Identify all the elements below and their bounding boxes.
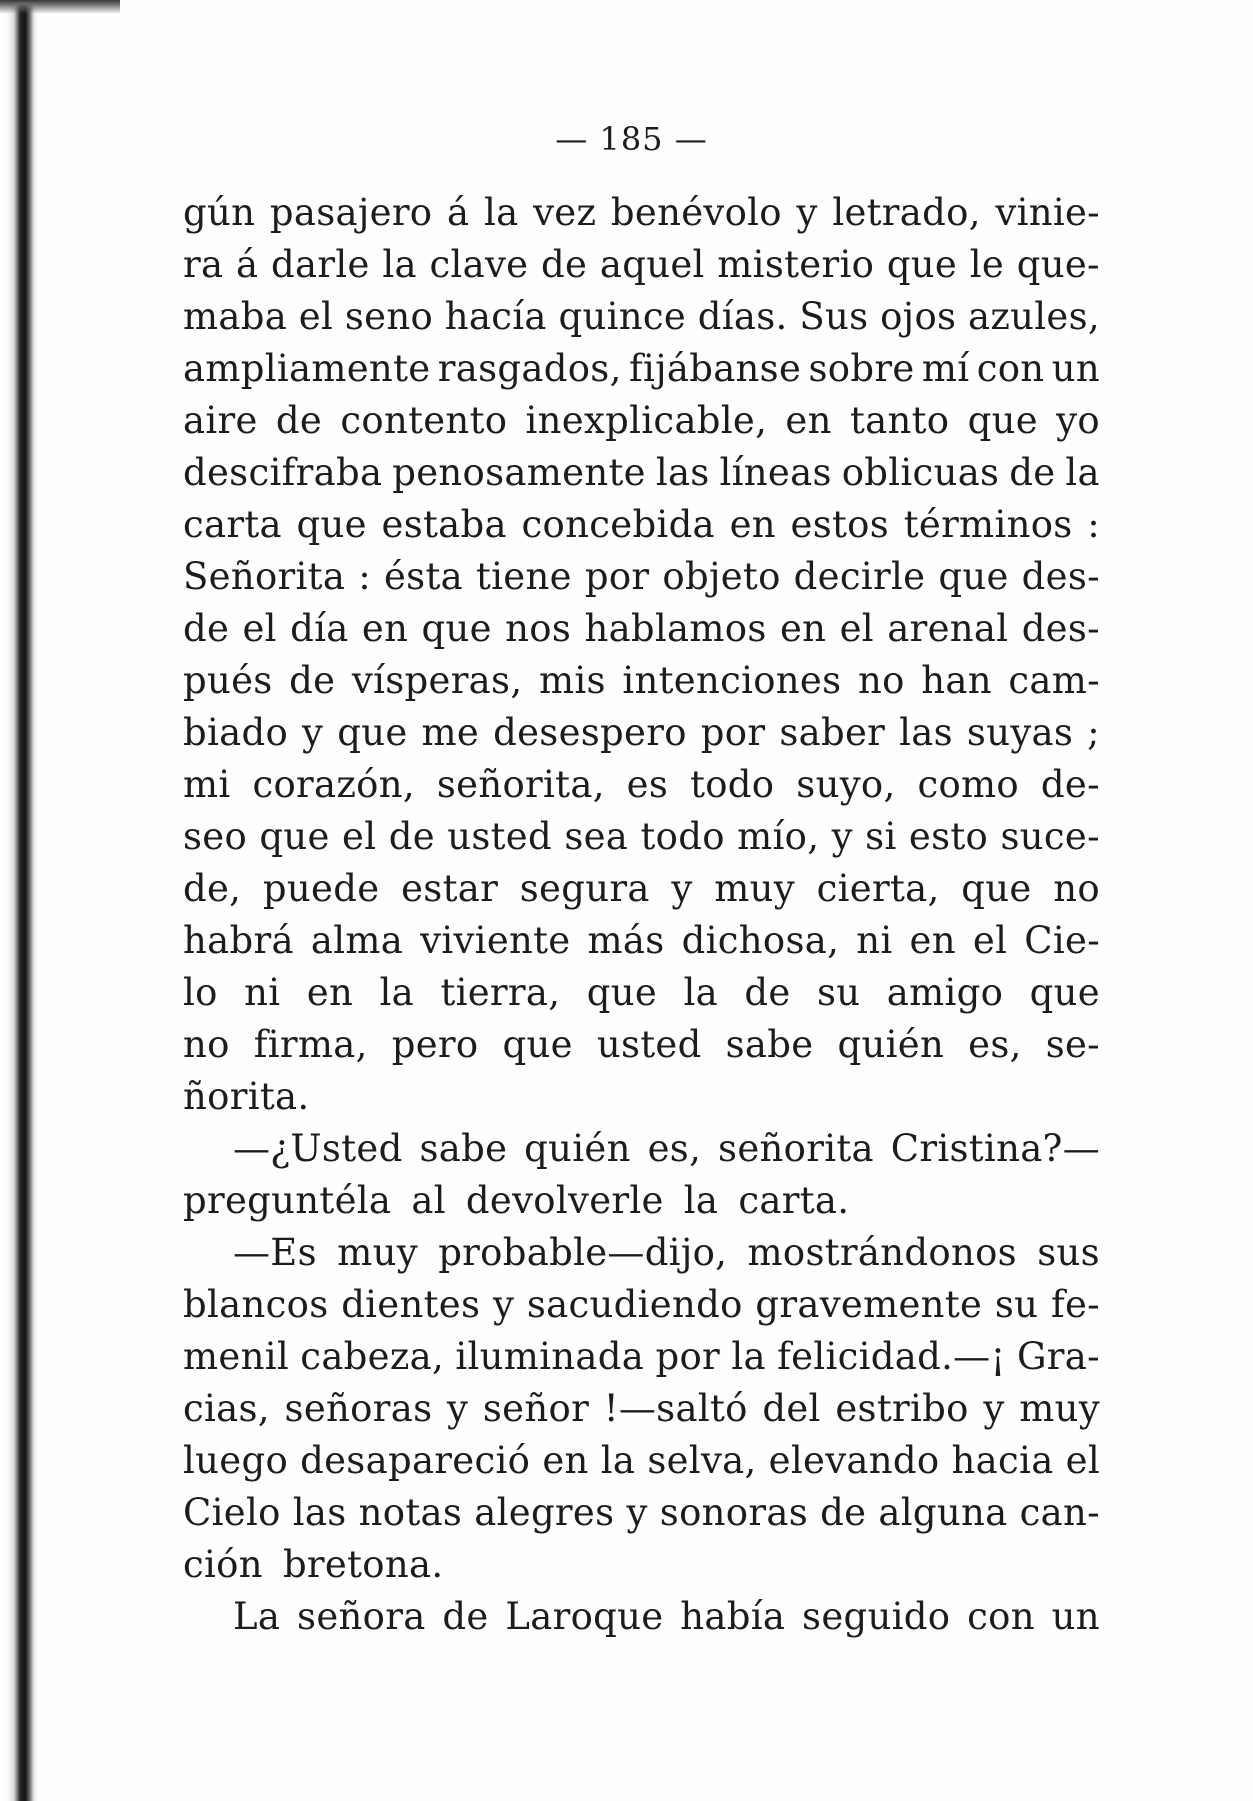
book-spine-shadow — [0, 0, 38, 1801]
text-line: biado y que me desespero por saber las suyas ; — [183, 711, 1100, 754]
text-line: ra á darle la clave de aquel misterio que le que- — [183, 243, 1100, 286]
text-line: Cielo las notas alegres y sonoras de alguna can- — [183, 1491, 1100, 1534]
text-line: carta que estaba concebida en estos términos : — [183, 503, 1100, 546]
page-number: — 185 — — [555, 120, 708, 158]
text-line: habrá alma viviente más dichosa, ni en el Cie- — [183, 919, 1100, 962]
text-line: pués de vísperas, mis intenciones no han cam- — [183, 659, 1100, 702]
text-line: menil cabeza, iluminada por la felicidad.—¡ Gra- — [183, 1335, 1100, 1378]
text-line: de, puede estar segura y muy cierta, que no — [183, 867, 1100, 910]
text-line: —¿Usted sabe quién es, señorita Cristina?— — [233, 1127, 1100, 1170]
text-line: maba el seno hacía quince días. Sus ojos azules, — [183, 295, 1100, 338]
text-line: seo que el de usted sea todo mío, y si esto suce- — [183, 815, 1100, 858]
text-line: descifraba penosamente las líneas oblicuas de la — [183, 451, 1100, 494]
text-line: preguntéla al devolverle la carta. — [183, 1179, 850, 1222]
text-line: no firma, pero que usted sabe quién es, se- — [183, 1023, 1100, 1066]
text-line: de el día en que nos hablamos en el arenal des- — [183, 607, 1100, 650]
text-line: —Es muy probable—dijo, mostrándonos sus — [233, 1231, 1100, 1274]
text-line: ñorita. — [183, 1075, 310, 1118]
text-line: luego desapareció en la selva, elevando hacia el — [183, 1439, 1100, 1482]
text-line: ampliamente rasgados, fijábanse sobre mí con un — [183, 347, 1100, 390]
text-line: Señorita : ésta tiene por objeto decirle que des- — [183, 555, 1100, 598]
text-line: ción bretona. — [183, 1543, 444, 1586]
text-line: lo ni en la tierra, que la de su amigo que — [183, 971, 1100, 1014]
text-line: gún pasajero á la vez benévolo y letrado, vinie- — [183, 191, 1100, 234]
text-line: cias, señoras y señor !—saltó del estribo y muy — [183, 1387, 1100, 1430]
text-line: blancos dientes y sacudiendo gravemente su fe- — [183, 1283, 1100, 1326]
page-corner-shadow — [0, 0, 120, 14]
text-line: aire de contento inexplicable, en tanto que yo — [183, 399, 1100, 442]
text-line: La señora de Laroque había seguido con un — [233, 1595, 1100, 1638]
text-line: mi corazón, señorita, es todo suyo, como de- — [183, 763, 1100, 806]
body-text — [183, 187, 1100, 1643]
